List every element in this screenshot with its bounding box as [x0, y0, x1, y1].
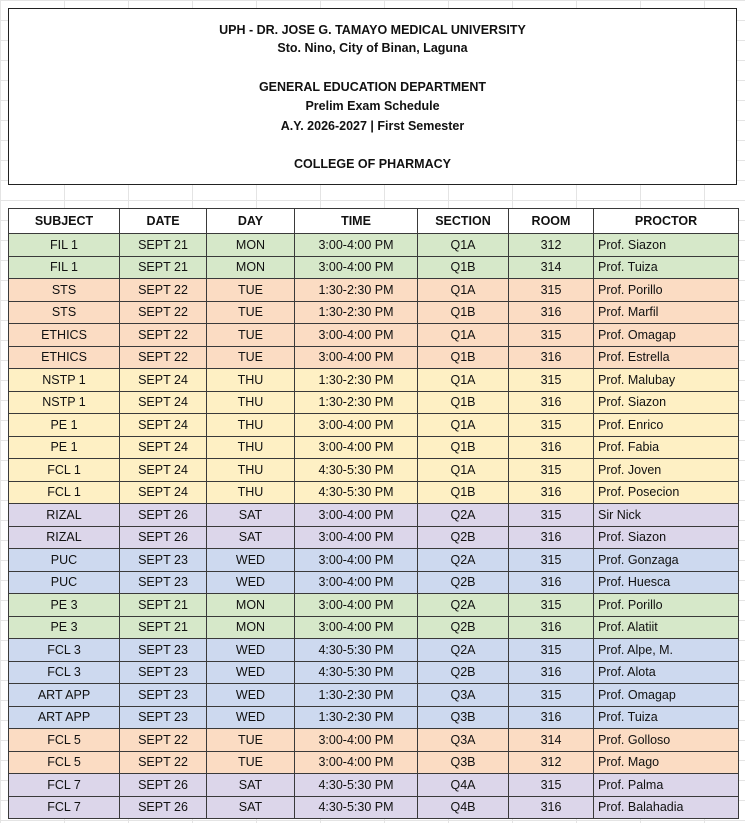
- proctor-cell: Prof. Omagap: [594, 684, 739, 707]
- subject-cell: ETHICS: [9, 324, 120, 347]
- academic-term: A.Y. 2026-2027 | First Semester: [280, 119, 465, 133]
- university-location: Sto. Nino, City of Binan, Laguna: [277, 41, 468, 55]
- time-cell: 3:00-4:00 PM: [295, 436, 418, 459]
- table-row: [9, 256, 739, 279]
- table-row: [9, 504, 739, 527]
- time-cell: 3:00-4:00 PM: [295, 549, 418, 572]
- day-cell: THU: [207, 391, 295, 414]
- subject-cell: ETHICS: [9, 346, 120, 369]
- day-cell: SAT: [207, 774, 295, 797]
- table-row: [9, 549, 739, 572]
- room-cell: 315: [509, 279, 594, 302]
- table-row: [9, 301, 739, 324]
- proctor-cell: Prof. Porillo: [594, 279, 739, 302]
- time-cell: 3:00-4:00 PM: [295, 526, 418, 549]
- section-cell: Q3A: [418, 729, 509, 752]
- room-cell: 316: [509, 616, 594, 639]
- subject-cell: FCL 3: [9, 661, 120, 684]
- time-cell: 1:30-2:30 PM: [295, 684, 418, 707]
- column-header-time: TIME: [295, 209, 418, 234]
- proctor-cell: Prof. Alota: [594, 661, 739, 684]
- subject-cell: NSTP 1: [9, 369, 120, 392]
- section-cell: Q1B: [418, 346, 509, 369]
- proctor-cell: Prof. Posecion: [594, 481, 739, 504]
- section-cell: Q1B: [418, 256, 509, 279]
- room-cell: 316: [509, 346, 594, 369]
- day-cell: WED: [207, 549, 295, 572]
- section-cell: Q2A: [418, 594, 509, 617]
- time-cell: 4:30-5:30 PM: [295, 481, 418, 504]
- date-cell: SEPT 23: [120, 549, 207, 572]
- date-cell: SEPT 22: [120, 324, 207, 347]
- table-row: [9, 616, 739, 639]
- document-header: [8, 8, 737, 185]
- room-cell: 315: [509, 774, 594, 797]
- day-cell: WED: [207, 684, 295, 707]
- room-cell: 312: [509, 751, 594, 774]
- table-row: [9, 571, 739, 594]
- proctor-cell: Prof. Tuiza: [594, 706, 739, 729]
- day-cell: MON: [207, 234, 295, 257]
- table-row: [9, 796, 739, 819]
- subject-cell: RIZAL: [9, 504, 120, 527]
- date-cell: SEPT 26: [120, 504, 207, 527]
- proctor-cell: Prof. Siazon: [594, 391, 739, 414]
- room-cell: 315: [509, 684, 594, 707]
- time-cell: 3:00-4:00 PM: [295, 414, 418, 437]
- room-cell: 315: [509, 639, 594, 662]
- table-row: [9, 774, 739, 797]
- section-cell: Q1A: [418, 414, 509, 437]
- date-cell: SEPT 23: [120, 706, 207, 729]
- date-cell: SEPT 21: [120, 234, 207, 257]
- table-row: [9, 661, 739, 684]
- table-row: [9, 526, 739, 549]
- column-header-subject: SUBJECT: [9, 209, 120, 234]
- table-row: [9, 481, 739, 504]
- section-cell: Q1B: [418, 391, 509, 414]
- day-cell: MON: [207, 594, 295, 617]
- column-header-date: DATE: [120, 209, 207, 234]
- column-header-section: SECTION: [418, 209, 509, 234]
- day-cell: TUE: [207, 301, 295, 324]
- time-cell: 4:30-5:30 PM: [295, 639, 418, 662]
- table-row: [9, 279, 739, 302]
- time-cell: 3:00-4:00 PM: [295, 594, 418, 617]
- table-row: [9, 706, 739, 729]
- date-cell: SEPT 24: [120, 481, 207, 504]
- time-cell: 4:30-5:30 PM: [295, 796, 418, 819]
- section-cell: Q2A: [418, 504, 509, 527]
- subject-cell: FCL 1: [9, 481, 120, 504]
- table-row: [9, 684, 739, 707]
- table-row: [9, 729, 739, 752]
- proctor-cell: Prof. Balahadia: [594, 796, 739, 819]
- room-cell: 315: [509, 549, 594, 572]
- subject-cell: PE 3: [9, 594, 120, 617]
- time-cell: 4:30-5:30 PM: [295, 661, 418, 684]
- section-cell: Q3A: [418, 684, 509, 707]
- room-cell: 315: [509, 594, 594, 617]
- table-row: [9, 391, 739, 414]
- proctor-cell: Prof. Estrella: [594, 346, 739, 369]
- section-cell: Q2A: [418, 639, 509, 662]
- day-cell: THU: [207, 481, 295, 504]
- day-cell: THU: [207, 369, 295, 392]
- room-cell: 316: [509, 436, 594, 459]
- day-cell: TUE: [207, 751, 295, 774]
- proctor-cell: Prof. Marfil: [594, 301, 739, 324]
- proctor-cell: Prof. Tuiza: [594, 256, 739, 279]
- table-row: [9, 436, 739, 459]
- department-name: GENERAL EDUCATION DEPARTMENT: [258, 80, 487, 94]
- section-cell: Q2B: [418, 616, 509, 639]
- date-cell: SEPT 22: [120, 729, 207, 752]
- table-body: [9, 234, 739, 819]
- table-row: [9, 414, 739, 437]
- proctor-cell: Prof. Golloso: [594, 729, 739, 752]
- subject-cell: FCL 5: [9, 751, 120, 774]
- date-cell: SEPT 21: [120, 256, 207, 279]
- room-cell: 315: [509, 369, 594, 392]
- day-cell: WED: [207, 571, 295, 594]
- time-cell: 3:00-4:00 PM: [295, 729, 418, 752]
- column-header-proctor: PROCTOR: [594, 209, 739, 234]
- room-cell: 316: [509, 661, 594, 684]
- time-cell: 4:30-5:30 PM: [295, 459, 418, 482]
- table-row: [9, 639, 739, 662]
- subject-cell: PE 1: [9, 414, 120, 437]
- date-cell: SEPT 22: [120, 751, 207, 774]
- section-cell: Q3B: [418, 751, 509, 774]
- time-cell: 3:00-4:00 PM: [295, 324, 418, 347]
- section-cell: Q1A: [418, 459, 509, 482]
- day-cell: TUE: [207, 346, 295, 369]
- proctor-cell: Prof. Omagap: [594, 324, 739, 347]
- room-cell: 314: [509, 729, 594, 752]
- subject-cell: ART APP: [9, 684, 120, 707]
- room-cell: 316: [509, 481, 594, 504]
- section-cell: Q2A: [418, 549, 509, 572]
- date-cell: SEPT 26: [120, 526, 207, 549]
- room-cell: 312: [509, 234, 594, 257]
- room-cell: 316: [509, 526, 594, 549]
- university-name: UPH - DR. JOSE G. TAMAYO MEDICAL UNIVERSITY: [219, 23, 526, 37]
- room-cell: 315: [509, 459, 594, 482]
- section-cell: Q1B: [418, 436, 509, 459]
- subject-cell: FIL 1: [9, 256, 120, 279]
- date-cell: SEPT 24: [120, 459, 207, 482]
- proctor-cell: Prof. Siazon: [594, 526, 739, 549]
- room-cell: 315: [509, 414, 594, 437]
- proctor-cell: Prof. Mago: [594, 751, 739, 774]
- subject-cell: FCL 7: [9, 796, 120, 819]
- date-cell: SEPT 26: [120, 774, 207, 797]
- section-cell: Q1A: [418, 369, 509, 392]
- day-cell: MON: [207, 256, 295, 279]
- table-row: [9, 234, 739, 257]
- subject-cell: PUC: [9, 549, 120, 572]
- subject-cell: FCL 1: [9, 459, 120, 482]
- table-row: [9, 346, 739, 369]
- section-cell: Q2B: [418, 526, 509, 549]
- day-cell: WED: [207, 639, 295, 662]
- subject-cell: FCL 7: [9, 774, 120, 797]
- proctor-cell: Prof. Alatiit: [594, 616, 739, 639]
- table-row: [9, 369, 739, 392]
- proctor-cell: Prof. Palma: [594, 774, 739, 797]
- time-cell: 3:00-4:00 PM: [295, 571, 418, 594]
- time-cell: 4:30-5:30 PM: [295, 774, 418, 797]
- table-row: [9, 459, 739, 482]
- table-row: [9, 751, 739, 774]
- section-cell: Q1B: [418, 481, 509, 504]
- day-cell: MON: [207, 616, 295, 639]
- day-cell: SAT: [207, 526, 295, 549]
- column-header-day: DAY: [207, 209, 295, 234]
- section-cell: Q1A: [418, 234, 509, 257]
- day-cell: WED: [207, 661, 295, 684]
- day-cell: THU: [207, 459, 295, 482]
- time-cell: 3:00-4:00 PM: [295, 751, 418, 774]
- day-cell: TUE: [207, 324, 295, 347]
- time-cell: 3:00-4:00 PM: [295, 234, 418, 257]
- time-cell: 1:30-2:30 PM: [295, 301, 418, 324]
- proctor-cell: Prof. Huesca: [594, 571, 739, 594]
- time-cell: 3:00-4:00 PM: [295, 504, 418, 527]
- section-cell: Q1A: [418, 279, 509, 302]
- proctor-cell: Sir Nick: [594, 504, 739, 527]
- day-cell: WED: [207, 706, 295, 729]
- date-cell: SEPT 22: [120, 279, 207, 302]
- date-cell: SEPT 24: [120, 369, 207, 392]
- day-cell: THU: [207, 414, 295, 437]
- room-cell: 316: [509, 796, 594, 819]
- table-row: [9, 594, 739, 617]
- date-cell: SEPT 24: [120, 436, 207, 459]
- date-cell: SEPT 24: [120, 414, 207, 437]
- proctor-cell: Prof. Enrico: [594, 414, 739, 437]
- day-cell: SAT: [207, 504, 295, 527]
- time-cell: 1:30-2:30 PM: [295, 279, 418, 302]
- time-cell: 1:30-2:30 PM: [295, 391, 418, 414]
- proctor-cell: Prof. Gonzaga: [594, 549, 739, 572]
- proctor-cell: Prof. Malubay: [594, 369, 739, 392]
- room-cell: 315: [509, 324, 594, 347]
- room-cell: 316: [509, 391, 594, 414]
- subject-cell: STS: [9, 279, 120, 302]
- proctor-cell: Prof. Joven: [594, 459, 739, 482]
- date-cell: SEPT 22: [120, 301, 207, 324]
- day-cell: TUE: [207, 279, 295, 302]
- subject-cell: FIL 1: [9, 234, 120, 257]
- subject-cell: FCL 3: [9, 639, 120, 662]
- subject-cell: STS: [9, 301, 120, 324]
- day-cell: TUE: [207, 729, 295, 752]
- section-cell: Q2B: [418, 661, 509, 684]
- section-cell: Q1B: [418, 301, 509, 324]
- time-cell: 1:30-2:30 PM: [295, 369, 418, 392]
- date-cell: SEPT 24: [120, 391, 207, 414]
- day-cell: SAT: [207, 796, 295, 819]
- proctor-cell: Prof. Siazon: [594, 234, 739, 257]
- subject-cell: PE 1: [9, 436, 120, 459]
- room-cell: 316: [509, 571, 594, 594]
- time-cell: 1:30-2:30 PM: [295, 706, 418, 729]
- section-cell: Q4B: [418, 796, 509, 819]
- subject-cell: PE 3: [9, 616, 120, 639]
- proctor-cell: Prof. Porillo: [594, 594, 739, 617]
- column-header-room: ROOM: [509, 209, 594, 234]
- subject-cell: FCL 5: [9, 729, 120, 752]
- date-cell: SEPT 23: [120, 571, 207, 594]
- subject-cell: ART APP: [9, 706, 120, 729]
- date-cell: SEPT 26: [120, 796, 207, 819]
- section-cell: Q2B: [418, 571, 509, 594]
- section-cell: Q4A: [418, 774, 509, 797]
- date-cell: SEPT 22: [120, 346, 207, 369]
- date-cell: SEPT 21: [120, 594, 207, 617]
- date-cell: SEPT 23: [120, 639, 207, 662]
- time-cell: 3:00-4:00 PM: [295, 256, 418, 279]
- room-cell: 314: [509, 256, 594, 279]
- subject-cell: NSTP 1: [9, 391, 120, 414]
- proctor-cell: Prof. Alpe, M.: [594, 639, 739, 662]
- college-name: COLLEGE OF PHARMACY: [294, 157, 451, 171]
- proctor-cell: Prof. Fabia: [594, 436, 739, 459]
- subject-cell: PUC: [9, 571, 120, 594]
- exam-title: Prelim Exam Schedule: [305, 99, 440, 113]
- date-cell: SEPT 23: [120, 661, 207, 684]
- subject-cell: RIZAL: [9, 526, 120, 549]
- day-cell: THU: [207, 436, 295, 459]
- date-cell: SEPT 23: [120, 684, 207, 707]
- room-cell: 315: [509, 504, 594, 527]
- table-row: [9, 324, 739, 347]
- section-cell: Q3B: [418, 706, 509, 729]
- time-cell: 3:00-4:00 PM: [295, 616, 418, 639]
- date-cell: SEPT 21: [120, 616, 207, 639]
- room-cell: 316: [509, 706, 594, 729]
- exam-schedule-table: [8, 208, 739, 819]
- time-cell: 3:00-4:00 PM: [295, 346, 418, 369]
- table-header-row: [9, 209, 739, 234]
- room-cell: 316: [509, 301, 594, 324]
- section-cell: Q1A: [418, 324, 509, 347]
